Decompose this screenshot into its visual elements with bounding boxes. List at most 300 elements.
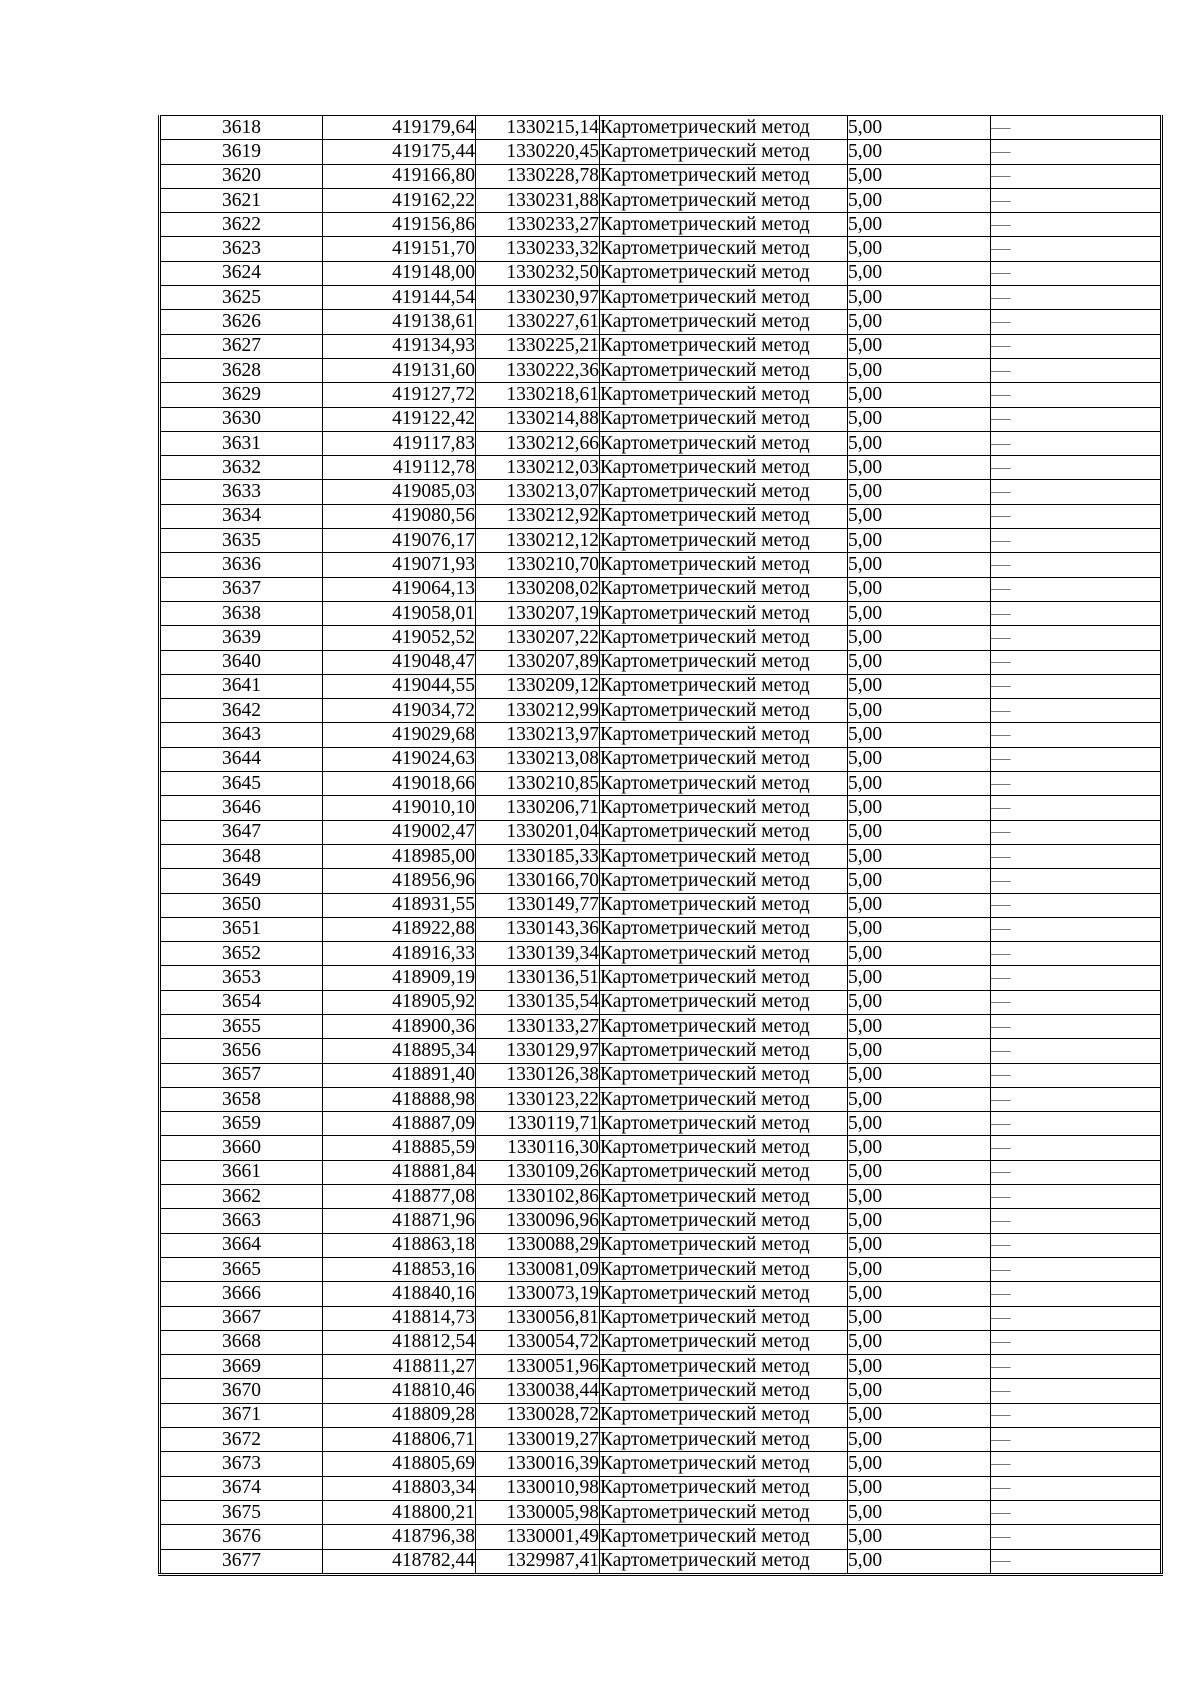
y-coordinate-cell: 1330213,08 bbox=[476, 747, 600, 771]
x-coordinate-cell: 419029,68 bbox=[323, 723, 476, 747]
method-cell: Картометрический метод bbox=[600, 1087, 848, 1111]
point-number-cell: 3670 bbox=[160, 1379, 323, 1403]
y-coordinate-cell: 1330213,97 bbox=[476, 723, 600, 747]
description-cell: — bbox=[991, 1282, 1162, 1306]
table-row bbox=[160, 1257, 1162, 1281]
method-cell: Картометрический метод bbox=[600, 1185, 848, 1209]
y-coordinate-cell: 1330016,39 bbox=[476, 1452, 600, 1476]
coordinates-table-body bbox=[160, 116, 1162, 1575]
x-coordinate-cell: 418916,33 bbox=[323, 942, 476, 966]
accuracy-cell: 5,00 bbox=[848, 1014, 991, 1038]
y-coordinate-cell: 1330233,27 bbox=[476, 213, 600, 237]
point-number-cell: 3640 bbox=[160, 650, 323, 674]
point-number-cell: 3669 bbox=[160, 1355, 323, 1379]
x-coordinate-cell: 419034,72 bbox=[323, 699, 476, 723]
x-coordinate-cell: 418810,46 bbox=[323, 1379, 476, 1403]
accuracy-cell: 5,00 bbox=[848, 480, 991, 504]
y-coordinate-cell: 1330207,19 bbox=[476, 601, 600, 625]
point-number-cell: 3645 bbox=[160, 772, 323, 796]
y-coordinate-cell: 1330038,44 bbox=[476, 1379, 600, 1403]
table-row bbox=[160, 383, 1162, 407]
method-cell: Картометрический метод bbox=[600, 601, 848, 625]
x-coordinate-cell: 419018,66 bbox=[323, 772, 476, 796]
method-cell: Картометрический метод bbox=[600, 1039, 848, 1063]
table-row bbox=[160, 1330, 1162, 1354]
table-row bbox=[160, 1452, 1162, 1476]
y-coordinate-cell: 1330139,34 bbox=[476, 942, 600, 966]
point-number-cell: 3629 bbox=[160, 383, 323, 407]
method-cell: Картометрический метод bbox=[600, 869, 848, 893]
y-coordinate-cell: 1330212,03 bbox=[476, 456, 600, 480]
method-cell: Картометрический метод bbox=[600, 237, 848, 261]
table-row bbox=[160, 1282, 1162, 1306]
table-row bbox=[160, 358, 1162, 382]
description-cell: — bbox=[991, 772, 1162, 796]
x-coordinate-cell: 418888,98 bbox=[323, 1087, 476, 1111]
description-cell: — bbox=[991, 237, 1162, 261]
accuracy-cell: 5,00 bbox=[848, 1209, 991, 1233]
description-cell: — bbox=[991, 188, 1162, 212]
accuracy-cell: 5,00 bbox=[848, 310, 991, 334]
method-cell: Картометрический метод bbox=[600, 1257, 848, 1281]
accuracy-cell: 5,00 bbox=[848, 1403, 991, 1427]
y-coordinate-cell: 1330123,22 bbox=[476, 1087, 600, 1111]
accuracy-cell: 5,00 bbox=[848, 1525, 991, 1549]
point-number-cell: 3659 bbox=[160, 1112, 323, 1136]
method-cell: Картометрический метод bbox=[600, 1063, 848, 1087]
table-row bbox=[160, 237, 1162, 261]
method-cell: Картометрический метод bbox=[600, 1428, 848, 1452]
description-cell: — bbox=[991, 407, 1162, 431]
table-row bbox=[160, 990, 1162, 1014]
y-coordinate-cell: 1330218,61 bbox=[476, 383, 600, 407]
point-number-cell: 3662 bbox=[160, 1185, 323, 1209]
table-row bbox=[160, 456, 1162, 480]
description-cell: — bbox=[991, 1403, 1162, 1427]
method-cell: Картометрический метод bbox=[600, 140, 848, 164]
method-cell: Картометрический метод bbox=[600, 213, 848, 237]
method-cell: Картометрический метод bbox=[600, 844, 848, 868]
method-cell: Картометрический метод bbox=[600, 431, 848, 455]
point-number-cell: 3641 bbox=[160, 674, 323, 698]
table-row bbox=[160, 966, 1162, 990]
y-coordinate-cell: 1330096,96 bbox=[476, 1209, 600, 1233]
y-coordinate-cell: 1330207,22 bbox=[476, 626, 600, 650]
table-row bbox=[160, 1014, 1162, 1038]
y-coordinate-cell: 1330227,61 bbox=[476, 310, 600, 334]
accuracy-cell: 5,00 bbox=[848, 577, 991, 601]
y-coordinate-cell: 1330081,09 bbox=[476, 1257, 600, 1281]
x-coordinate-cell: 418811,27 bbox=[323, 1355, 476, 1379]
y-coordinate-cell: 1330166,70 bbox=[476, 869, 600, 893]
description-cell: — bbox=[991, 747, 1162, 771]
y-coordinate-cell: 1330232,50 bbox=[476, 261, 600, 285]
point-number-cell: 3666 bbox=[160, 1282, 323, 1306]
accuracy-cell: 5,00 bbox=[848, 553, 991, 577]
x-coordinate-cell: 418863,18 bbox=[323, 1233, 476, 1257]
accuracy-cell: 5,00 bbox=[848, 747, 991, 771]
point-number-cell: 3655 bbox=[160, 1014, 323, 1038]
x-coordinate-cell: 419002,47 bbox=[323, 820, 476, 844]
y-coordinate-cell: 1330233,32 bbox=[476, 237, 600, 261]
table-row bbox=[160, 1063, 1162, 1087]
method-cell: Картометрический метод bbox=[600, 383, 848, 407]
accuracy-cell: 5,00 bbox=[848, 456, 991, 480]
x-coordinate-cell: 419080,56 bbox=[323, 504, 476, 528]
y-coordinate-cell: 1330213,07 bbox=[476, 480, 600, 504]
description-cell: — bbox=[991, 553, 1162, 577]
accuracy-cell: 5,00 bbox=[848, 1428, 991, 1452]
description-cell: — bbox=[991, 990, 1162, 1014]
accuracy-cell: 5,00 bbox=[848, 1549, 991, 1574]
y-coordinate-cell: 1330010,98 bbox=[476, 1476, 600, 1500]
description-cell: — bbox=[991, 699, 1162, 723]
point-number-cell: 3667 bbox=[160, 1306, 323, 1330]
accuracy-cell: 5,00 bbox=[848, 261, 991, 285]
description-cell: — bbox=[991, 116, 1162, 140]
description-cell: — bbox=[991, 1039, 1162, 1063]
y-coordinate-cell: 1330051,96 bbox=[476, 1355, 600, 1379]
accuracy-cell: 5,00 bbox=[848, 601, 991, 625]
description-cell: — bbox=[991, 529, 1162, 553]
x-coordinate-cell: 419166,80 bbox=[323, 164, 476, 188]
point-number-cell: 3664 bbox=[160, 1233, 323, 1257]
accuracy-cell: 5,00 bbox=[848, 820, 991, 844]
y-coordinate-cell: 1330054,72 bbox=[476, 1330, 600, 1354]
x-coordinate-cell: 419071,93 bbox=[323, 553, 476, 577]
table-row bbox=[160, 1525, 1162, 1549]
method-cell: Картометрический метод bbox=[600, 1282, 848, 1306]
description-cell: — bbox=[991, 504, 1162, 528]
accuracy-cell: 5,00 bbox=[848, 1257, 991, 1281]
point-number-cell: 3644 bbox=[160, 747, 323, 771]
coordinates-table bbox=[158, 115, 1163, 1576]
x-coordinate-cell: 418812,54 bbox=[323, 1330, 476, 1354]
table-row bbox=[160, 674, 1162, 698]
description-cell: — bbox=[991, 1306, 1162, 1330]
accuracy-cell: 5,00 bbox=[848, 772, 991, 796]
accuracy-cell: 5,00 bbox=[848, 844, 991, 868]
method-cell: Картометрический метод bbox=[600, 1330, 848, 1354]
table-row bbox=[160, 626, 1162, 650]
y-coordinate-cell: 1330208,02 bbox=[476, 577, 600, 601]
point-number-cell: 3619 bbox=[160, 140, 323, 164]
x-coordinate-cell: 419151,70 bbox=[323, 237, 476, 261]
description-cell: — bbox=[991, 1014, 1162, 1038]
table-row bbox=[160, 1403, 1162, 1427]
accuracy-cell: 5,00 bbox=[848, 1355, 991, 1379]
x-coordinate-cell: 418956,96 bbox=[323, 869, 476, 893]
x-coordinate-cell: 418881,84 bbox=[323, 1160, 476, 1184]
accuracy-cell: 5,00 bbox=[848, 237, 991, 261]
table-row bbox=[160, 431, 1162, 455]
method-cell: Картометрический метод bbox=[600, 164, 848, 188]
description-cell: — bbox=[991, 1112, 1162, 1136]
accuracy-cell: 5,00 bbox=[848, 626, 991, 650]
table-row bbox=[160, 1039, 1162, 1063]
description-cell: — bbox=[991, 650, 1162, 674]
method-cell: Картометрический метод bbox=[600, 334, 848, 358]
point-number-cell: 3637 bbox=[160, 577, 323, 601]
accuracy-cell: 5,00 bbox=[848, 674, 991, 698]
description-cell: — bbox=[991, 893, 1162, 917]
x-coordinate-cell: 418803,34 bbox=[323, 1476, 476, 1500]
method-cell: Картометрический метод bbox=[600, 942, 848, 966]
point-number-cell: 3621 bbox=[160, 188, 323, 212]
method-cell: Картометрический метод bbox=[600, 966, 848, 990]
table-row bbox=[160, 650, 1162, 674]
description-cell: — bbox=[991, 456, 1162, 480]
y-coordinate-cell: 1330136,51 bbox=[476, 966, 600, 990]
point-number-cell: 3650 bbox=[160, 893, 323, 917]
description-cell: — bbox=[991, 820, 1162, 844]
y-coordinate-cell: 1330212,66 bbox=[476, 431, 600, 455]
y-coordinate-cell: 1330228,78 bbox=[476, 164, 600, 188]
description-cell: — bbox=[991, 869, 1162, 893]
y-coordinate-cell: 1330214,88 bbox=[476, 407, 600, 431]
y-coordinate-cell: 1330119,71 bbox=[476, 1112, 600, 1136]
x-coordinate-cell: 418885,59 bbox=[323, 1136, 476, 1160]
y-coordinate-cell: 1330088,29 bbox=[476, 1233, 600, 1257]
point-number-cell: 3635 bbox=[160, 529, 323, 553]
x-coordinate-cell: 419122,42 bbox=[323, 407, 476, 431]
point-number-cell: 3633 bbox=[160, 480, 323, 504]
point-number-cell: 3618 bbox=[160, 116, 323, 140]
table-row bbox=[160, 844, 1162, 868]
method-cell: Картометрический метод bbox=[600, 723, 848, 747]
x-coordinate-cell: 419131,60 bbox=[323, 358, 476, 382]
accuracy-cell: 5,00 bbox=[848, 529, 991, 553]
method-cell: Картометрический метод bbox=[600, 188, 848, 212]
point-number-cell: 3623 bbox=[160, 237, 323, 261]
x-coordinate-cell: 419058,01 bbox=[323, 601, 476, 625]
point-number-cell: 3638 bbox=[160, 601, 323, 625]
x-coordinate-cell: 418887,09 bbox=[323, 1112, 476, 1136]
table-row bbox=[160, 1428, 1162, 1452]
point-number-cell: 3631 bbox=[160, 431, 323, 455]
accuracy-cell: 5,00 bbox=[848, 1233, 991, 1257]
x-coordinate-cell: 418985,00 bbox=[323, 844, 476, 868]
y-coordinate-cell: 1330129,97 bbox=[476, 1039, 600, 1063]
y-coordinate-cell: 1330056,81 bbox=[476, 1306, 600, 1330]
point-number-cell: 3654 bbox=[160, 990, 323, 1014]
accuracy-cell: 5,00 bbox=[848, 358, 991, 382]
y-coordinate-cell: 1330028,72 bbox=[476, 1403, 600, 1427]
accuracy-cell: 5,00 bbox=[848, 188, 991, 212]
y-coordinate-cell: 1330133,27 bbox=[476, 1014, 600, 1038]
description-cell: — bbox=[991, 286, 1162, 310]
method-cell: Картометрический метод bbox=[600, 626, 848, 650]
table-row bbox=[160, 577, 1162, 601]
x-coordinate-cell: 418905,92 bbox=[323, 990, 476, 1014]
method-cell: Картометрический метод bbox=[600, 1476, 848, 1500]
point-number-cell: 3661 bbox=[160, 1160, 323, 1184]
y-coordinate-cell: 1330220,45 bbox=[476, 140, 600, 164]
description-cell: — bbox=[991, 1549, 1162, 1574]
y-coordinate-cell: 1330109,26 bbox=[476, 1160, 600, 1184]
table-row bbox=[160, 1160, 1162, 1184]
accuracy-cell: 5,00 bbox=[848, 1185, 991, 1209]
method-cell: Картометрический метод bbox=[600, 1233, 848, 1257]
table-row bbox=[160, 334, 1162, 358]
y-coordinate-cell: 1330185,33 bbox=[476, 844, 600, 868]
table-row bbox=[160, 504, 1162, 528]
y-coordinate-cell: 1330206,71 bbox=[476, 796, 600, 820]
table-row bbox=[160, 772, 1162, 796]
accuracy-cell: 5,00 bbox=[848, 504, 991, 528]
description-cell: — bbox=[991, 1257, 1162, 1281]
description-cell: — bbox=[991, 917, 1162, 941]
y-coordinate-cell: 1330212,99 bbox=[476, 699, 600, 723]
x-coordinate-cell: 419085,03 bbox=[323, 480, 476, 504]
point-number-cell: 3634 bbox=[160, 504, 323, 528]
x-coordinate-cell: 418805,69 bbox=[323, 1452, 476, 1476]
table-row bbox=[160, 699, 1162, 723]
x-coordinate-cell: 418877,08 bbox=[323, 1185, 476, 1209]
x-coordinate-cell: 418922,88 bbox=[323, 917, 476, 941]
description-cell: — bbox=[991, 1500, 1162, 1524]
table-row bbox=[160, 529, 1162, 553]
description-cell: — bbox=[991, 1330, 1162, 1354]
x-coordinate-cell: 418840,16 bbox=[323, 1282, 476, 1306]
accuracy-cell: 5,00 bbox=[848, 1160, 991, 1184]
point-number-cell: 3636 bbox=[160, 553, 323, 577]
description-cell: — bbox=[991, 601, 1162, 625]
y-coordinate-cell: 1330210,70 bbox=[476, 553, 600, 577]
method-cell: Картометрический метод bbox=[600, 699, 848, 723]
y-coordinate-cell: 1330225,21 bbox=[476, 334, 600, 358]
x-coordinate-cell: 419138,61 bbox=[323, 310, 476, 334]
y-coordinate-cell: 1330209,12 bbox=[476, 674, 600, 698]
method-cell: Картометрический метод bbox=[600, 1014, 848, 1038]
point-number-cell: 3675 bbox=[160, 1500, 323, 1524]
method-cell: Картометрический метод bbox=[600, 116, 848, 140]
method-cell: Картометрический метод bbox=[600, 893, 848, 917]
method-cell: Картометрический метод bbox=[600, 1549, 848, 1574]
description-cell: — bbox=[991, 358, 1162, 382]
point-number-cell: 3649 bbox=[160, 869, 323, 893]
method-cell: Картометрический метод bbox=[600, 1355, 848, 1379]
description-cell: — bbox=[991, 1233, 1162, 1257]
x-coordinate-cell: 419144,54 bbox=[323, 286, 476, 310]
x-coordinate-cell: 419134,93 bbox=[323, 334, 476, 358]
point-number-cell: 3630 bbox=[160, 407, 323, 431]
point-number-cell: 3668 bbox=[160, 1330, 323, 1354]
accuracy-cell: 5,00 bbox=[848, 699, 991, 723]
point-number-cell: 3652 bbox=[160, 942, 323, 966]
description-cell: — bbox=[991, 1087, 1162, 1111]
accuracy-cell: 5,00 bbox=[848, 1136, 991, 1160]
accuracy-cell: 5,00 bbox=[848, 990, 991, 1014]
method-cell: Картометрический метод bbox=[600, 1306, 848, 1330]
method-cell: Картометрический метод bbox=[600, 1452, 848, 1476]
point-number-cell: 3656 bbox=[160, 1039, 323, 1063]
y-coordinate-cell: 1330126,38 bbox=[476, 1063, 600, 1087]
point-number-cell: 3676 bbox=[160, 1525, 323, 1549]
table-row bbox=[160, 747, 1162, 771]
method-cell: Картометрический метод bbox=[600, 1403, 848, 1427]
description-cell: — bbox=[991, 844, 1162, 868]
accuracy-cell: 5,00 bbox=[848, 1330, 991, 1354]
table-row bbox=[160, 1087, 1162, 1111]
y-coordinate-cell: 1330149,77 bbox=[476, 893, 600, 917]
accuracy-cell: 5,00 bbox=[848, 1039, 991, 1063]
description-cell: — bbox=[991, 383, 1162, 407]
method-cell: Картометрический метод bbox=[600, 529, 848, 553]
description-cell: — bbox=[991, 1379, 1162, 1403]
description-cell: — bbox=[991, 942, 1162, 966]
method-cell: Картометрический метод bbox=[600, 1379, 848, 1403]
accuracy-cell: 5,00 bbox=[848, 213, 991, 237]
table-row bbox=[160, 820, 1162, 844]
method-cell: Картометрический метод bbox=[600, 796, 848, 820]
point-number-cell: 3672 bbox=[160, 1428, 323, 1452]
point-number-cell: 3653 bbox=[160, 966, 323, 990]
y-coordinate-cell: 1330210,85 bbox=[476, 772, 600, 796]
accuracy-cell: 5,00 bbox=[848, 1112, 991, 1136]
method-cell: Картометрический метод bbox=[600, 747, 848, 771]
description-cell: — bbox=[991, 140, 1162, 164]
x-coordinate-cell: 418931,55 bbox=[323, 893, 476, 917]
point-number-cell: 3658 bbox=[160, 1087, 323, 1111]
y-coordinate-cell: 1330019,27 bbox=[476, 1428, 600, 1452]
description-cell: — bbox=[991, 1160, 1162, 1184]
table-row bbox=[160, 480, 1162, 504]
y-coordinate-cell: 1330231,88 bbox=[476, 188, 600, 212]
description-cell: — bbox=[991, 1452, 1162, 1476]
x-coordinate-cell: 418800,21 bbox=[323, 1500, 476, 1524]
table-row bbox=[160, 261, 1162, 285]
description-cell: — bbox=[991, 796, 1162, 820]
table-row bbox=[160, 942, 1162, 966]
point-number-cell: 3677 bbox=[160, 1549, 323, 1574]
accuracy-cell: 5,00 bbox=[848, 286, 991, 310]
point-number-cell: 3632 bbox=[160, 456, 323, 480]
x-coordinate-cell: 419010,10 bbox=[323, 796, 476, 820]
table-row bbox=[160, 1476, 1162, 1500]
accuracy-cell: 5,00 bbox=[848, 869, 991, 893]
method-cell: Картометрический метод bbox=[600, 1160, 848, 1184]
table-row bbox=[160, 1500, 1162, 1524]
table-row bbox=[160, 188, 1162, 212]
table-row bbox=[160, 1209, 1162, 1233]
point-number-cell: 3673 bbox=[160, 1452, 323, 1476]
table-row bbox=[160, 164, 1162, 188]
point-number-cell: 3620 bbox=[160, 164, 323, 188]
table-row bbox=[160, 1233, 1162, 1257]
description-cell: — bbox=[991, 431, 1162, 455]
accuracy-cell: 5,00 bbox=[848, 942, 991, 966]
point-number-cell: 3622 bbox=[160, 213, 323, 237]
table-row bbox=[160, 723, 1162, 747]
point-number-cell: 3651 bbox=[160, 917, 323, 941]
y-coordinate-cell: 1329987,41 bbox=[476, 1549, 600, 1574]
method-cell: Картометрический метод bbox=[600, 1500, 848, 1524]
description-cell: — bbox=[991, 1428, 1162, 1452]
table-row bbox=[160, 917, 1162, 941]
accuracy-cell: 5,00 bbox=[848, 966, 991, 990]
x-coordinate-cell: 419117,83 bbox=[323, 431, 476, 455]
point-number-cell: 3642 bbox=[160, 699, 323, 723]
accuracy-cell: 5,00 bbox=[848, 723, 991, 747]
y-coordinate-cell: 1330001,49 bbox=[476, 1525, 600, 1549]
table-row bbox=[160, 116, 1162, 140]
x-coordinate-cell: 419148,00 bbox=[323, 261, 476, 285]
x-coordinate-cell: 419024,63 bbox=[323, 747, 476, 771]
accuracy-cell: 5,00 bbox=[848, 1379, 991, 1403]
method-cell: Картометрический метод bbox=[600, 261, 848, 285]
method-cell: Картометрический метод bbox=[600, 674, 848, 698]
